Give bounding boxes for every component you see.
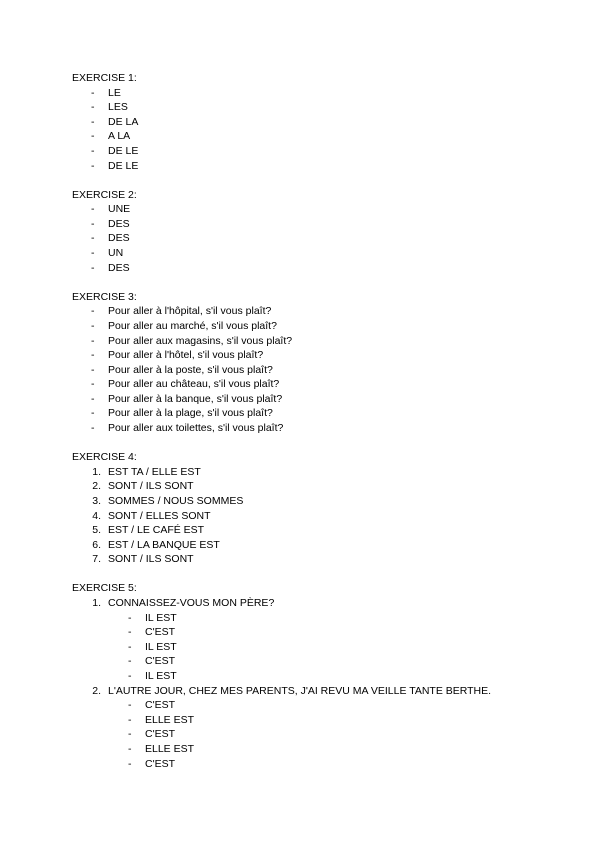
item-text: A LA [108, 130, 131, 143]
exercise-1-heading: EXERCISE 1: [72, 72, 137, 84]
item-bullet: - [91, 261, 95, 274]
item-text: UNE [108, 203, 131, 216]
item-number: 1. [92, 465, 101, 478]
item-text: SONT / ELLES SONT [108, 509, 211, 522]
item-text: IL EST [145, 611, 177, 624]
item-text: Pour aller à la plage, s'il vous plaît? [108, 407, 273, 420]
item-bullet: - [91, 407, 95, 420]
item-number: 7. [92, 553, 101, 566]
list-item [0, 494, 600, 509]
list-item [0, 392, 600, 407]
exercise-5-section [0, 581, 600, 771]
item-text: LE [108, 86, 121, 99]
item-text: EST / LE CAFÉ EST [108, 524, 205, 537]
item-number: 2. [92, 684, 101, 697]
item-text: SONT / ILS SONT [108, 553, 194, 566]
exercise-4-heading: EXERCISE 4: [72, 451, 137, 464]
item-text: DE LA [108, 115, 139, 128]
item-number: 1. [92, 597, 101, 609]
item-text: CONNAISSEZ-VOUS MON PÈRE? [108, 597, 275, 609]
item-text: L'AUTRE JOUR, CHEZ MES PARENTS, J'AI REVU MA VEILLE TANTE BERTHE. [108, 684, 492, 697]
item-text: IL EST [145, 640, 177, 653]
item-bullet: - [91, 247, 95, 260]
item-bullet: - [91, 363, 95, 376]
item-text: Pour aller à l'hôpital, s'il vous plaît? [108, 305, 272, 318]
item-number: 4. [92, 509, 101, 522]
list-item [0, 231, 600, 246]
list-item [0, 465, 600, 480]
item-text: EST / LA BANQUE EST [108, 538, 220, 551]
item-text: DES [108, 261, 130, 274]
item-bullet: - [91, 334, 95, 347]
item-text: C'EST [145, 655, 176, 668]
item-text: Pour aller à la banque, s'il vous plaît? [108, 392, 283, 405]
list-item [0, 261, 600, 276]
list-item [0, 363, 600, 378]
item-text: Pour aller au château, s'il vous plaît? [108, 378, 280, 391]
list-item [0, 100, 600, 115]
item-text: LES [108, 101, 128, 114]
sub-list-item [0, 727, 600, 742]
exercise-3-section [0, 290, 600, 436]
item-text: Pour aller aux magasins, s'il vous plaît? [108, 334, 293, 347]
list-item [0, 129, 600, 144]
list-item [0, 523, 600, 538]
exercise-1-section [0, 71, 600, 173]
sub-list-item [0, 654, 600, 669]
item-text: Pour aller au marché, s'il vous plaît? [108, 319, 277, 332]
item-text: SONT / ILS SONT [108, 480, 194, 493]
item-bullet: - [91, 378, 95, 391]
item-bullet: - [91, 349, 95, 362]
item-bullet: - [128, 655, 132, 668]
item-text: DES [108, 217, 130, 230]
exercise-4-section [0, 450, 600, 567]
item-text: DE LE [108, 159, 139, 172]
item-text: Pour aller à l'hôtel, s'il vous plaît? [108, 349, 264, 362]
item-text: EST TA / ELLE EST [108, 465, 201, 478]
item-bullet: - [91, 319, 95, 332]
item-bullet: - [91, 101, 95, 114]
item-bullet: - [128, 742, 132, 755]
exercise-2-heading: EXERCISE 2: [72, 188, 137, 201]
sub-list-item [0, 698, 600, 713]
list-item [0, 144, 600, 159]
list-item [0, 115, 600, 130]
item-bullet: - [91, 422, 95, 435]
list-item [0, 217, 600, 232]
list-item [0, 334, 600, 349]
item-number: 2. [92, 480, 101, 493]
list-item [0, 596, 600, 611]
item-bullet: - [91, 115, 95, 128]
list-item [0, 86, 600, 101]
item-bullet: - [91, 392, 95, 405]
list-item [0, 684, 600, 699]
list-item [0, 202, 600, 217]
item-bullet: - [128, 728, 132, 741]
exercise-2-section [0, 188, 600, 276]
item-bullet: - [128, 713, 132, 726]
item-text: C'EST [145, 728, 176, 741]
item-bullet: - [91, 144, 95, 157]
sub-list-item [0, 640, 600, 655]
item-text: Pour aller aux toilettes, s'il vous plaît? [108, 422, 284, 435]
list-item [0, 421, 600, 436]
sub-list-item [0, 713, 600, 728]
item-text: C'EST [145, 699, 176, 712]
item-bullet: - [91, 159, 95, 172]
item-bullet: - [128, 626, 132, 639]
sub-list-item [0, 669, 600, 684]
list-item [0, 246, 600, 261]
item-number: 6. [92, 538, 101, 551]
sub-list-item [0, 757, 600, 772]
list-item [0, 509, 600, 524]
item-text: C'EST [145, 757, 176, 770]
item-bullet: - [128, 757, 132, 770]
item-bullet: - [91, 305, 95, 318]
item-text: DE LE [108, 144, 139, 157]
item-bullet: - [128, 640, 132, 653]
item-bullet: - [91, 217, 95, 230]
item-bullet: - [128, 669, 132, 682]
list-item [0, 538, 600, 553]
item-text: IL EST [145, 669, 177, 682]
item-bullet: - [128, 699, 132, 712]
list-item [0, 552, 600, 567]
list-item [0, 479, 600, 494]
list-item [0, 159, 600, 174]
item-text: UN [108, 247, 124, 260]
sub-list-item [0, 625, 600, 640]
list-item [0, 406, 600, 421]
item-text: C'EST [145, 626, 176, 639]
sub-list-item [0, 742, 600, 757]
exercise-3-heading: EXERCISE 3: [72, 290, 137, 303]
item-number: 3. [92, 494, 101, 507]
item-bullet: - [91, 203, 95, 216]
item-text: DES [108, 232, 130, 245]
exercise-5-heading: EXERCISE 5: [72, 582, 137, 595]
item-bullet: - [91, 232, 95, 245]
list-item [0, 304, 600, 319]
item-bullet: - [128, 611, 132, 624]
item-bullet: - [91, 130, 95, 143]
list-item [0, 348, 600, 363]
item-text: SOMMES / NOUS SOMMES [108, 494, 244, 507]
sub-list-item [0, 611, 600, 626]
list-item [0, 319, 600, 334]
list-item [0, 377, 600, 392]
item-text: Pour aller à la poste, s'il vous plaît? [108, 363, 273, 376]
item-number: 5. [92, 524, 101, 537]
item-text: ELLE EST [145, 742, 195, 755]
item-text: ELLE EST [145, 713, 195, 726]
item-bullet: - [91, 86, 95, 99]
